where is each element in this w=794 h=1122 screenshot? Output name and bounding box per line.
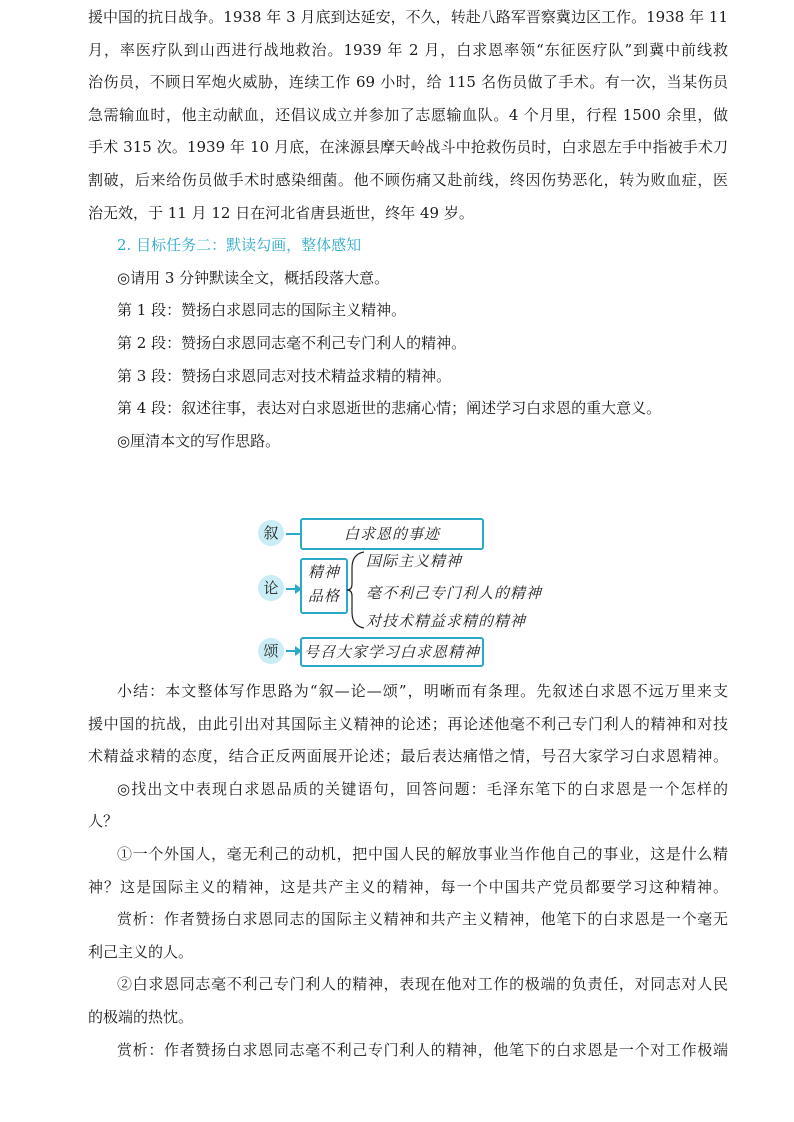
analysis-line: 赏析：作者赞扬白求恩同志毫不利己专门利人的精神，他笔下的白求恩是一个对工作极端 xyxy=(117,1040,728,1059)
lun-box xyxy=(300,558,348,614)
brace-icon xyxy=(346,548,366,632)
question-text: 人？ xyxy=(88,812,119,831)
summary-line: 术精益求精的态度，结合正反两面展开论述；最后表达痛惜之情，号召大家学习白求恩精神。 xyxy=(88,747,728,766)
paragraph-line: 急需输血时，他主动献血，还倡议成立并参加了志愿输血队。4 个月里，行程 1500 余里，做 xyxy=(88,105,728,124)
analysis-line: 赏析：作者赞扬白求恩同志的国际主义精神和共产主义精神，他笔下的白求恩是一个毫无 xyxy=(117,910,728,929)
branch-item: 对技术精益求精的精神 xyxy=(366,612,527,630)
paragraph-line: 治伤员，不顾日军炮火威胁，连续工作 69 小时，给 115 名伤员做了手术。有一次，当某伤员 xyxy=(88,73,728,92)
xu-box: 白求恩的事迹 xyxy=(300,518,484,550)
lun-circle: 论 xyxy=(258,575,284,601)
paragraph-line: 援中国的抗日战争。1938 年 3 月底到达延安，不久，转赴八路军晋察冀边区工作。1938 年 11 xyxy=(88,8,728,26)
song-circle: 颂 xyxy=(258,638,284,664)
arrow-icon xyxy=(286,650,300,652)
quote-line: 神？这是国际主义的精神，这是共产主义的精神，每一个中国共产党员都要学习这种精神。 xyxy=(88,877,728,896)
summary-item: 第 2 段：赞扬白求恩同志毫不利己专门利人的精神。 xyxy=(117,334,467,352)
summary-item: 第 4 段：叙述往事，表达对白求恩逝世的悲痛心情；阐述学习白求恩的重大意义。 xyxy=(117,399,662,418)
writing-structure-diagram xyxy=(256,518,586,668)
quote-line: 的极端的热忱。 xyxy=(88,1008,194,1026)
summary-item: 第 3 段：赞扬白求恩同志对技术精益求精的精神。 xyxy=(117,366,452,385)
question-text: ◎厘清本文的写作思路。 xyxy=(117,431,281,450)
branch-item: 毫不利己专门利人的精神 xyxy=(366,584,543,602)
paragraph-line: 割破，后来给伤员做手术时感染细菌。他不顾伤痛又赴前线，终因伤势恶化，转为败血症，医 xyxy=(88,171,728,189)
paragraph-line: 手术 315 次。1939 年 10 月底，在涞源县摩天岭战斗中抢救伤员时，白求恩左手中指被手术刀 xyxy=(88,138,728,157)
lun-box-line: 品格 xyxy=(307,587,340,605)
analysis-line: 利己主义的人。 xyxy=(88,942,194,961)
song-box: 号召大家学习白求恩精神 xyxy=(300,637,484,667)
branch-item: 国际主义精神 xyxy=(366,552,463,570)
quote-line: ②白求恩同志毫不利己专门利人的精神，表现在他对工作的极端的负责任，对同志对人民 xyxy=(117,975,728,994)
paragraph-line: 月，率医疗队到山西进行战地救治。1939 年 2 月，白求恩率领“东征医疗队”到冀中前线救 xyxy=(88,40,728,59)
xu-circle: 叙 xyxy=(258,520,284,546)
arrow-icon xyxy=(286,588,300,590)
lun-box-line: 精神 xyxy=(307,563,340,581)
question-text: ◎找出文中表现白求恩品质的关键语句，回答问题：毛泽东笔下的白求恩是一个怎样的 xyxy=(117,779,728,798)
question-text: ◎请用 3 分钟默读全文，概括段落大意。 xyxy=(117,268,390,287)
summary-line: 援中国的抗战，由此引出对其国际主义精神的论述；再论述他毫不利己专门利人的精神和对技 xyxy=(88,714,728,733)
quote-line: ①一个外国人，毫无利己的动机，把中国人民的解放事业当作他自己的事业，这是什么精 xyxy=(117,845,728,863)
section-heading: 2. 目标任务二：默读勾画，整体感知 xyxy=(117,236,362,255)
summary-line: 小结：本文整体写作思路为“叙—论—颂”，明晰而有条理。先叙述白求恩不远万里来支 xyxy=(117,682,728,700)
paragraph-line: 治无效，于 11 月 12 日在河北省唐县逝世，终年 49 岁。 xyxy=(88,203,474,222)
summary-item: 第 1 段：赞扬白求恩同志的国际主义精神。 xyxy=(117,301,407,320)
